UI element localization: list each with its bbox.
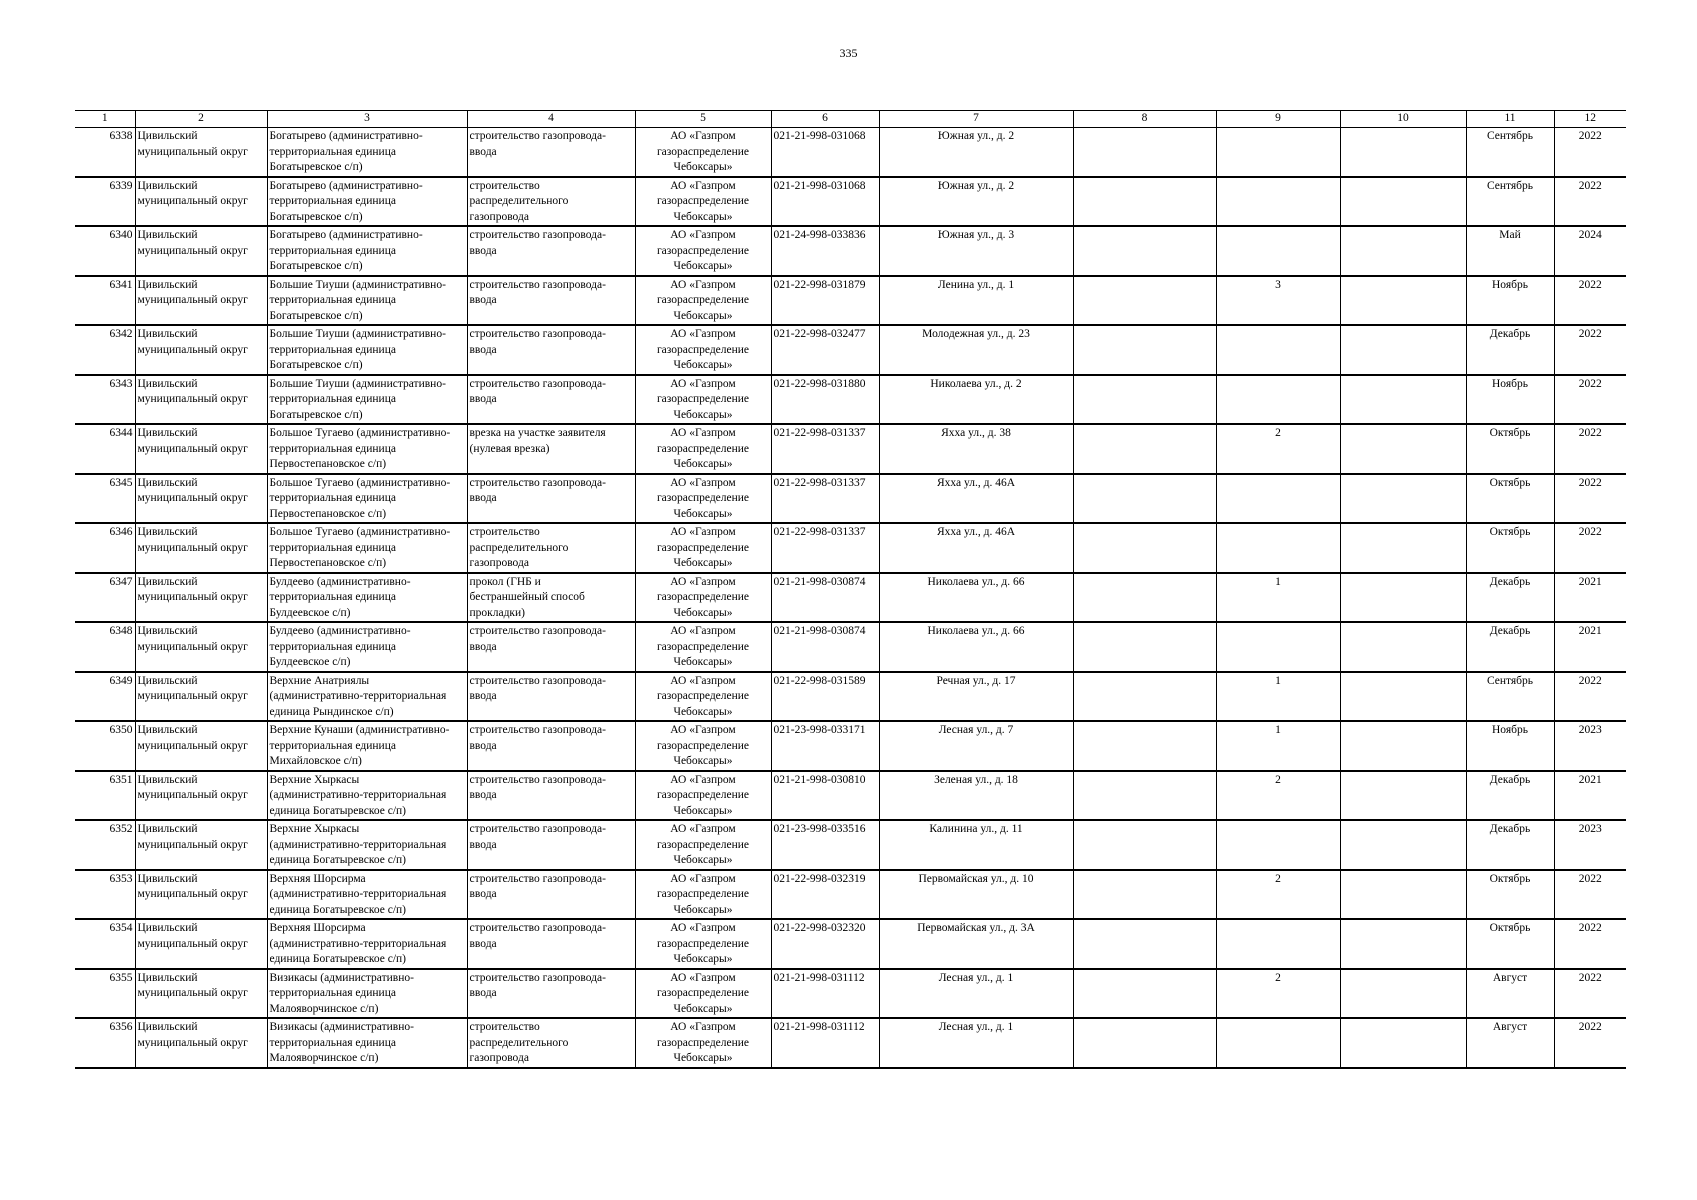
column-8-cell (1073, 325, 1216, 375)
month-cell: Декабрь (1466, 820, 1554, 870)
work-type-cell: строительство газопровода- ввода (467, 820, 635, 870)
row-number: 6356 (75, 1018, 135, 1068)
month-cell: Сентябрь (1466, 177, 1554, 227)
year-cell: 2022 (1554, 672, 1626, 722)
quantity-cell: 2 (1216, 969, 1340, 1019)
address-cell: Ленина ул., д. 1 (879, 276, 1073, 326)
work-type-cell: строительство газопровода- ввода (467, 870, 635, 920)
work-type-cell: строительство газопровода- ввода (467, 474, 635, 524)
column-8-cell (1073, 128, 1216, 177)
region-cell: Цивильский муниципальный округ (135, 128, 267, 177)
year-cell: 2023 (1554, 820, 1626, 870)
row-number: 6352 (75, 820, 135, 870)
column-8-cell (1073, 672, 1216, 722)
year-cell: 2022 (1554, 128, 1626, 177)
organization-cell: АО «Газпром газораспределение Чебоксары» (635, 523, 771, 573)
row-number: 6341 (75, 276, 135, 326)
settlement-cell: Большие Тиуши (административно- территориальная единица Богатыревское с/п) (267, 276, 467, 326)
address-cell: Южная ул., д. 2 (879, 177, 1073, 227)
month-cell: Август (1466, 1018, 1554, 1068)
address-cell: Николаева ул., д. 2 (879, 375, 1073, 425)
column-header: 1 (75, 111, 135, 128)
month-cell: Декабрь (1466, 325, 1554, 375)
column-10-cell (1340, 128, 1466, 177)
organization-cell: АО «Газпром газораспределение Чебоксары» (635, 325, 771, 375)
month-cell: Октябрь (1466, 523, 1554, 573)
settlement-cell: Большое Тугаево (административно- территориальная единица Первостепановское с/п) (267, 523, 467, 573)
request-code-cell: 021-21-998-031068 (771, 177, 879, 227)
year-cell: 2022 (1554, 523, 1626, 573)
request-code-cell: 021-21-998-031112 (771, 969, 879, 1019)
row-number: 6340 (75, 226, 135, 276)
year-cell: 2022 (1554, 1018, 1626, 1068)
work-type-cell: строительство распределительного газопровода (467, 1018, 635, 1068)
year-cell: 2022 (1554, 177, 1626, 227)
column-8-cell (1073, 474, 1216, 524)
region-cell: Цивильский муниципальный округ (135, 375, 267, 425)
region-cell: Цивильский муниципальный округ (135, 523, 267, 573)
table-row (75, 573, 1626, 623)
column-header: 8 (1073, 111, 1216, 128)
request-code-cell: 021-22-998-031337 (771, 523, 879, 573)
work-type-cell: строительство газопровода- ввода (467, 375, 635, 425)
work-type-cell: строительство газопровода- ввода (467, 128, 635, 177)
year-cell: 2022 (1554, 919, 1626, 969)
organization-cell: АО «Газпром газораспределение Чебоксары» (635, 969, 771, 1019)
column-10-cell (1340, 771, 1466, 821)
table-row (75, 820, 1626, 870)
quantity-cell (1216, 177, 1340, 227)
month-cell: Май (1466, 226, 1554, 276)
quantity-cell: 1 (1216, 672, 1340, 722)
region-cell: Цивильский муниципальный округ (135, 226, 267, 276)
column-10-cell (1340, 573, 1466, 623)
row-number: 6345 (75, 474, 135, 524)
gas-connection-table (75, 110, 1626, 1069)
region-cell: Цивильский муниципальный округ (135, 325, 267, 375)
column-10-cell (1340, 177, 1466, 227)
year-cell: 2022 (1554, 375, 1626, 425)
settlement-cell: Большое Тугаево (административно- территориальная единица Первостепановское с/п) (267, 424, 467, 474)
column-header: 4 (467, 111, 635, 128)
column-header: 11 (1466, 111, 1554, 128)
quantity-cell (1216, 1018, 1340, 1068)
address-cell: Яхха ул., д. 38 (879, 424, 1073, 474)
work-type-cell: прокол (ГНБ и бестраншейный способ прокладки) (467, 573, 635, 623)
column-header: 5 (635, 111, 771, 128)
address-cell: Яхха ул., д. 46А (879, 523, 1073, 573)
settlement-cell: Богатырево (административно- территориальная единица Богатыревское с/п) (267, 226, 467, 276)
region-cell: Цивильский муниципальный округ (135, 622, 267, 672)
column-8-cell (1073, 375, 1216, 425)
column-header: 7 (879, 111, 1073, 128)
quantity-cell: 2 (1216, 771, 1340, 821)
month-cell: Сентябрь (1466, 128, 1554, 177)
settlement-cell: Верхние Хыркасы (административно-территориальная единица Богатыревское с/п) (267, 820, 467, 870)
address-cell: Лесная ул., д. 7 (879, 721, 1073, 771)
month-cell: Ноябрь (1466, 375, 1554, 425)
request-code-cell: 021-21-998-030874 (771, 622, 879, 672)
table-row (75, 771, 1626, 821)
settlement-cell: Визикасы (административно- территориальная единица Малояворчинское с/п) (267, 969, 467, 1019)
request-code-cell: 021-22-998-031880 (771, 375, 879, 425)
request-code-cell: 021-22-998-031589 (771, 672, 879, 722)
work-type-cell: строительство газопровода- ввода (467, 226, 635, 276)
settlement-cell: Визикасы (административно- территориальная единица Малояворчинское с/п) (267, 1018, 467, 1068)
organization-cell: АО «Газпром газораспределение Чебоксары» (635, 919, 771, 969)
table-row (75, 177, 1626, 227)
month-cell: Октябрь (1466, 474, 1554, 524)
region-cell: Цивильский муниципальный округ (135, 1018, 267, 1068)
organization-cell: АО «Газпром газораспределение Чебоксары» (635, 672, 771, 722)
month-cell: Октябрь (1466, 870, 1554, 920)
column-10-cell (1340, 820, 1466, 870)
year-cell: 2022 (1554, 325, 1626, 375)
table-row (75, 226, 1626, 276)
request-code-cell: 021-24-998-033836 (771, 226, 879, 276)
region-cell: Цивильский муниципальный округ (135, 721, 267, 771)
table-row (75, 870, 1626, 920)
quantity-cell: 1 (1216, 573, 1340, 623)
month-cell: Ноябрь (1466, 276, 1554, 326)
column-10-cell (1340, 721, 1466, 771)
address-cell: Южная ул., д. 3 (879, 226, 1073, 276)
column-10-cell (1340, 1018, 1466, 1068)
year-cell: 2022 (1554, 276, 1626, 326)
settlement-cell: Верхние Хыркасы (административно-территориальная единица Богатыревское с/п) (267, 771, 467, 821)
region-cell: Цивильский муниципальный округ (135, 870, 267, 920)
quantity-cell: 2 (1216, 424, 1340, 474)
address-cell: Молодежная ул., д. 23 (879, 325, 1073, 375)
table-row (75, 128, 1626, 177)
quantity-cell: 3 (1216, 276, 1340, 326)
organization-cell: АО «Газпром газораспределение Чебоксары» (635, 1018, 771, 1068)
month-cell: Октябрь (1466, 919, 1554, 969)
row-number: 6343 (75, 375, 135, 425)
address-cell: Первомайская ул., д. 3А (879, 919, 1073, 969)
work-type-cell: строительство газопровода- ввода (467, 771, 635, 821)
row-number: 6344 (75, 424, 135, 474)
region-cell: Цивильский муниципальный округ (135, 424, 267, 474)
row-number: 6351 (75, 771, 135, 821)
quantity-cell (1216, 820, 1340, 870)
address-cell: Речная ул., д. 17 (879, 672, 1073, 722)
column-10-cell (1340, 672, 1466, 722)
settlement-cell: Богатырево (административно- территориальная единица Богатыревское с/п) (267, 128, 467, 177)
column-8-cell (1073, 771, 1216, 821)
quantity-cell: 2 (1216, 870, 1340, 920)
table-row (75, 276, 1626, 326)
year-cell: 2021 (1554, 771, 1626, 821)
organization-cell: АО «Газпром газораспределение Чебоксары» (635, 721, 771, 771)
organization-cell: АО «Газпром газораспределение Чебоксары» (635, 375, 771, 425)
organization-cell: АО «Газпром газораспределение Чебоксары» (635, 226, 771, 276)
organization-cell: АО «Газпром газораспределение Чебоксары» (635, 276, 771, 326)
month-cell: Ноябрь (1466, 721, 1554, 771)
settlement-cell: Большое Тугаево (административно- территориальная единица Первостепановское с/п) (267, 474, 467, 524)
region-cell: Цивильский муниципальный округ (135, 177, 267, 227)
quantity-cell (1216, 919, 1340, 969)
column-8-cell (1073, 573, 1216, 623)
column-10-cell (1340, 622, 1466, 672)
column-header: 9 (1216, 111, 1340, 128)
work-type-cell: врезка на участке заявителя (нулевая врезка) (467, 424, 635, 474)
column-8-cell (1073, 276, 1216, 326)
quantity-cell (1216, 128, 1340, 177)
column-10-cell (1340, 474, 1466, 524)
month-cell: Декабрь (1466, 771, 1554, 821)
table-row (75, 721, 1626, 771)
column-8-cell (1073, 969, 1216, 1019)
settlement-cell: Верхняя Шорсирма (административно-территориальная единица Богатыревское с/п) (267, 919, 467, 969)
column-8-cell (1073, 177, 1216, 227)
request-code-cell: 021-22-998-031337 (771, 424, 879, 474)
quantity-cell (1216, 474, 1340, 524)
settlement-cell: Большие Тиуши (административно- территориальная единица Богатыревское с/п) (267, 325, 467, 375)
column-header: 2 (135, 111, 267, 128)
table-row (75, 672, 1626, 722)
column-8-cell (1073, 820, 1216, 870)
address-cell: Лесная ул., д. 1 (879, 1018, 1073, 1068)
quantity-cell (1216, 375, 1340, 425)
quantity-cell (1216, 226, 1340, 276)
column-header: 12 (1554, 111, 1626, 128)
work-type-cell: строительство газопровода- ввода (467, 919, 635, 969)
table-row (75, 919, 1626, 969)
column-header: 10 (1340, 111, 1466, 128)
page-number: 335 (839, 46, 858, 60)
column-8-cell (1073, 870, 1216, 920)
region-cell: Цивильский муниципальный округ (135, 820, 267, 870)
address-cell: Яхха ул., д. 46А (879, 474, 1073, 524)
region-cell: Цивильский муниципальный округ (135, 573, 267, 623)
request-code-cell: 021-22-998-032477 (771, 325, 879, 375)
column-10-cell (1340, 969, 1466, 1019)
settlement-cell: Верхние Анатриялы (административно-территориальная единица Рындинское с/п) (267, 672, 467, 722)
address-cell: Южная ул., д. 2 (879, 128, 1073, 177)
address-cell: Николаева ул., д. 66 (879, 573, 1073, 623)
request-code-cell: 021-22-998-031879 (771, 276, 879, 326)
row-number: 6348 (75, 622, 135, 672)
column-8-cell (1073, 721, 1216, 771)
row-number: 6354 (75, 919, 135, 969)
request-code-cell: 021-22-998-031337 (771, 474, 879, 524)
address-cell: Лесная ул., д. 1 (879, 969, 1073, 1019)
organization-cell: АО «Газпром газораспределение Чебоксары» (635, 474, 771, 524)
address-cell: Николаева ул., д. 66 (879, 622, 1073, 672)
table-row (75, 969, 1626, 1019)
table-row (75, 1018, 1626, 1068)
organization-cell: АО «Газпром газораспределение Чебоксары» (635, 622, 771, 672)
table-row (75, 424, 1626, 474)
month-cell: Декабрь (1466, 622, 1554, 672)
year-cell: 2022 (1554, 424, 1626, 474)
work-type-cell: строительство газопровода- ввода (467, 276, 635, 326)
row-number: 6349 (75, 672, 135, 722)
column-10-cell (1340, 375, 1466, 425)
month-cell: Август (1466, 969, 1554, 1019)
column-10-cell (1340, 325, 1466, 375)
row-number: 6355 (75, 969, 135, 1019)
column-number-row (75, 111, 1626, 128)
organization-cell: АО «Газпром газораспределение Чебоксары» (635, 771, 771, 821)
request-code-cell: 021-21-998-030874 (771, 573, 879, 623)
region-cell: Цивильский муниципальный округ (135, 771, 267, 821)
region-cell: Цивильский муниципальный округ (135, 276, 267, 326)
year-cell: 2022 (1554, 870, 1626, 920)
month-cell: Октябрь (1466, 424, 1554, 474)
settlement-cell: Богатырево (административно- территориальная единица Богатыревское с/п) (267, 177, 467, 227)
request-code-cell: 021-23-998-033171 (771, 721, 879, 771)
table-row (75, 375, 1626, 425)
column-8-cell (1073, 226, 1216, 276)
month-cell: Сентябрь (1466, 672, 1554, 722)
organization-cell: АО «Газпром газораспределение Чебоксары» (635, 820, 771, 870)
work-type-cell: строительство распределительного газопровода (467, 177, 635, 227)
column-8-cell (1073, 523, 1216, 573)
year-cell: 2021 (1554, 573, 1626, 623)
column-header: 3 (267, 111, 467, 128)
region-cell: Цивильский муниципальный округ (135, 474, 267, 524)
row-number: 6338 (75, 128, 135, 177)
table-row (75, 474, 1626, 524)
quantity-cell (1216, 325, 1340, 375)
year-cell: 2024 (1554, 226, 1626, 276)
organization-cell: АО «Газпром газораспределение Чебоксары» (635, 573, 771, 623)
column-10-cell (1340, 424, 1466, 474)
work-type-cell: строительство распределительного газопровода (467, 523, 635, 573)
column-8-cell (1073, 622, 1216, 672)
year-cell: 2022 (1554, 474, 1626, 524)
table-row (75, 622, 1626, 672)
settlement-cell: Верхние Кунаши (административно- территориальная единица Михайловское с/п) (267, 721, 467, 771)
column-8-cell (1073, 424, 1216, 474)
column-10-cell (1340, 870, 1466, 920)
organization-cell: АО «Газпром газораспределение Чебоксары» (635, 128, 771, 177)
column-10-cell (1340, 523, 1466, 573)
quantity-cell (1216, 523, 1340, 573)
work-type-cell: строительство газопровода- ввода (467, 622, 635, 672)
request-code-cell: 021-21-998-031068 (771, 128, 879, 177)
column-10-cell (1340, 919, 1466, 969)
settlement-cell: Булдеево (административно- территориальная единица Булдеевское с/п) (267, 622, 467, 672)
column-10-cell (1340, 276, 1466, 326)
column-header: 6 (771, 111, 879, 128)
row-number: 6342 (75, 325, 135, 375)
work-type-cell: строительство газопровода- ввода (467, 721, 635, 771)
quantity-cell: 1 (1216, 721, 1340, 771)
address-cell: Зеленая ул., д. 18 (879, 771, 1073, 821)
region-cell: Цивильский муниципальный округ (135, 672, 267, 722)
column-8-cell (1073, 919, 1216, 969)
region-cell: Цивильский муниципальный округ (135, 969, 267, 1019)
settlement-cell: Булдеево (административно- территориальная единица Булдеевское с/п) (267, 573, 467, 623)
work-type-cell: строительство газопровода- ввода (467, 672, 635, 722)
work-type-cell: строительство газопровода- ввода (467, 325, 635, 375)
table-row (75, 325, 1626, 375)
request-code-cell: 021-21-998-030810 (771, 771, 879, 821)
row-number: 6350 (75, 721, 135, 771)
organization-cell: АО «Газпром газораспределение Чебоксары» (635, 177, 771, 227)
request-code-cell: 021-22-998-032319 (771, 870, 879, 920)
year-cell: 2023 (1554, 721, 1626, 771)
year-cell: 2021 (1554, 622, 1626, 672)
row-number: 6339 (75, 177, 135, 227)
row-number: 6347 (75, 573, 135, 623)
table-row (75, 523, 1626, 573)
month-cell: Декабрь (1466, 573, 1554, 623)
quantity-cell (1216, 622, 1340, 672)
request-code-cell: 021-21-998-031112 (771, 1018, 879, 1068)
organization-cell: АО «Газпром газораспределение Чебоксары» (635, 424, 771, 474)
request-code-cell: 021-23-998-033516 (771, 820, 879, 870)
work-type-cell: строительство газопровода- ввода (467, 969, 635, 1019)
settlement-cell: Большие Тиуши (административно- территориальная единица Богатыревское с/п) (267, 375, 467, 425)
address-cell: Калинина ул., д. 11 (879, 820, 1073, 870)
request-code-cell: 021-22-998-032320 (771, 919, 879, 969)
row-number: 6353 (75, 870, 135, 920)
settlement-cell: Верхняя Шорсирма (административно-территориальная единица Богатыревское с/п) (267, 870, 467, 920)
column-10-cell (1340, 226, 1466, 276)
organization-cell: АО «Газпром газораспределение Чебоксары» (635, 870, 771, 920)
address-cell: Первомайская ул., д. 10 (879, 870, 1073, 920)
column-8-cell (1073, 1018, 1216, 1068)
year-cell: 2022 (1554, 969, 1626, 1019)
region-cell: Цивильский муниципальный округ (135, 919, 267, 969)
row-number: 6346 (75, 523, 135, 573)
